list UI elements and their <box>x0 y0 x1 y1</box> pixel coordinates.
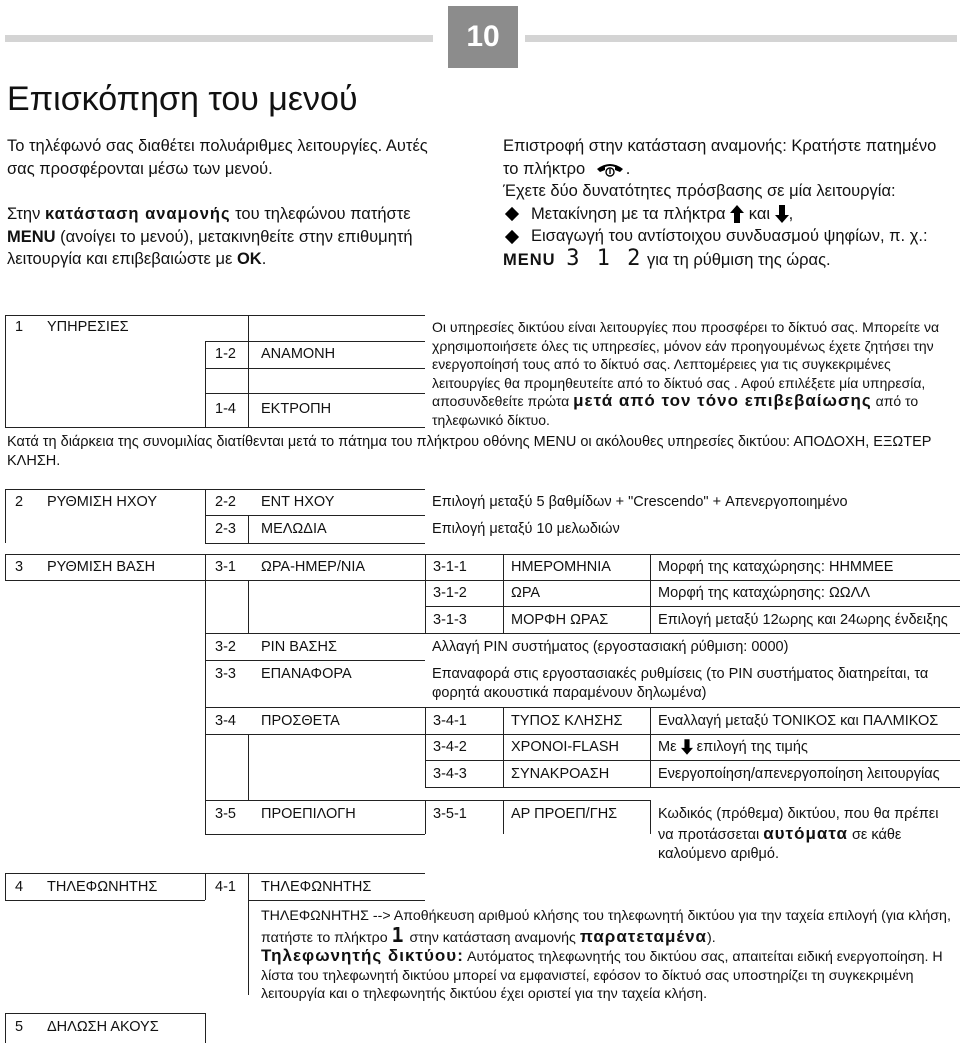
section2-name: ΡΥΘΜΙΣΗ ΗΧΟΥ <box>47 494 158 510</box>
section1-num: 1 <box>15 319 24 335</box>
section4-left-rule <box>5 873 6 900</box>
section3-sub-rule <box>503 707 504 787</box>
menu-code: 2-2 <box>215 494 236 510</box>
section3-sub-rule <box>425 707 426 787</box>
preselect-description <box>658 805 953 864</box>
answering-machine-description <box>261 907 956 1004</box>
access-options-text: Έχετε δύο δυνατότητες πρόσβασης σε μία λειτουργία: <box>503 182 896 200</box>
flash-text: επιλογή της τιμής <box>696 739 808 755</box>
section3-row-rule <box>205 660 425 661</box>
menu-code: 3-5 <box>215 806 236 822</box>
arrow-up-icon <box>730 205 744 223</box>
menu-key-label: MENU <box>503 250 556 269</box>
menu-item-ringer: ΕΝΤ ΗΧΟΥ <box>261 494 335 510</box>
flash-times-description <box>658 738 808 757</box>
section4-header-rule <box>5 900 205 901</box>
section3-sub-row-rule <box>425 580 960 581</box>
ok-key-label: OK <box>236 250 262 268</box>
menu-item-preselect-number: ΑΡ ΠΡΟΕΠ/ΓΗΣ <box>511 806 618 822</box>
section3-row-rule <box>205 580 425 581</box>
menu-item-time: ΩΡΑ <box>511 585 541 601</box>
right-intro: Επιστροφή στην κατάσταση αναμονής: Κρατήστε πατημένο το πλήκτρο . Έχετε δύο δυνατότητες πρόσβασης σε μία λειτουργία: Μετακίνηση με τα πλήκτρα και , Εισαγωγή του αντίστοιχου συνδυασμού ψηφίων, π. χ.: MENU 3 1 2 για τη ρύθμιση της ώρας. <box>503 135 958 271</box>
page-title: Επισκόπηση του μενού <box>7 80 358 118</box>
voicemail-text: ΤΗΛΕΦΩΝΗΤΗΣ --> Αποθήκευση αριθμού κλήσης του τηλεφωνητή δικτύου για την ταχεία επιλογή (για κλήση, πατήστε το πλήκτρο <box>261 908 951 946</box>
section3-sub-row-rule <box>425 633 960 634</box>
menu-code: 3-1-1 <box>433 559 467 575</box>
section5-right-rule <box>205 1013 206 1043</box>
arrow-down-icon <box>681 739 693 755</box>
section4-code-rule <box>205 873 206 900</box>
section1-row-rule <box>205 341 425 342</box>
menu-code: 3-4 <box>215 713 236 729</box>
menu-item-flash-times: XPONOI-FLASH <box>511 739 619 755</box>
section3-sub-rule <box>425 800 426 834</box>
section3-name: ΡΥΘΜΙΣΗ ΒΑΣΗ <box>47 559 156 575</box>
voicemail-text: ). <box>706 929 716 946</box>
base-pin-description: Αλλαγή PIN συστήματος (εργοστασιακή ρύθμιση: 0000) <box>432 639 789 655</box>
confirmation-tone-text: μετά από τον τόνο επιβεβαίωσης <box>573 391 872 410</box>
section3-sub-row-rule <box>425 734 960 735</box>
section3-row-rule <box>205 633 425 634</box>
section3-sub-row-rule <box>425 787 960 788</box>
section2-code-rule <box>205 489 206 543</box>
section2-left-rule <box>5 489 6 543</box>
menu-code: 3-1-3 <box>433 612 467 628</box>
preselect-text: σε κάθε καλούμενο αριθμό. <box>658 827 902 862</box>
bullet-icon <box>505 207 519 221</box>
bullet-digits <box>503 225 958 248</box>
menu-item-base-pin: PIN ΒΑΣΗΣ <box>261 639 337 655</box>
section4-name: ΤΗΛΕΦΩΝΗΤΗΣ <box>47 879 158 895</box>
section3-row-rule <box>205 707 425 708</box>
menu-item-date: ΗΜΕΡΟΜΗΝΙΑ <box>511 559 611 575</box>
menu-key-label: MENU <box>7 227 56 246</box>
section1-code-rule <box>205 341 206 427</box>
key-one-label: 1 <box>391 922 406 947</box>
menu-digits: 3 1 2 <box>566 245 643 271</box>
menu-code: 3-4-1 <box>433 713 467 729</box>
section1-name: ΥΠΗΡΕΣΙΕΣ <box>47 319 129 335</box>
section1-note: Κατά τη διάρκεια της συνομιλίας διατίθενται μετά το πάτημα του πλήκτρου οθόνης MENU οι ακόλουθες υπηρεσίες δικτύου: ΑΠΟΔΟΧΗ, ΕΞΩΤΕΡ ΚΛΗΣΗ. <box>7 434 932 469</box>
section1-top-rule <box>5 315 425 316</box>
time-setting-text: για τη ρύθμιση της ώρας. <box>647 250 831 269</box>
section3-inner-rule <box>248 734 249 800</box>
section3-sub-row-rule <box>425 800 650 801</box>
ringer-description: Επιλογή μεταξύ 5 βαθμίδων + "Crescendo" + Απενεργοποιημένο <box>432 494 848 510</box>
preselect-text: Κωδικός (πρόθεμα) δικτύου, που θα πρέπει να προτάσσεται <box>658 806 939 843</box>
conference-description: Ενεργοποίηση/απενεργοποίηση λειτουργίας <box>658 766 940 782</box>
bullet-navigate: Μετακίνηση με τα πλήκτρα και , <box>503 203 958 226</box>
menu-code: 3-2 <box>215 639 236 655</box>
menu-code: 3-1 <box>215 559 236 575</box>
menu-item-conference: ΣΥΝΑΚΡΟΑΣΗ <box>511 766 610 782</box>
section3-inner-rule <box>248 580 249 633</box>
section4-top-rule <box>5 873 425 874</box>
menu-code: 3-1-2 <box>433 585 467 601</box>
section3-sub-rule <box>650 707 651 787</box>
navigate-text: Μετακίνηση με τα πλήκτρα <box>531 204 726 223</box>
menu-item-reset: ΕΠΑΝΑΦΟΡΑ <box>261 666 352 682</box>
menu-code: 2-3 <box>215 521 236 537</box>
section5-top-rule <box>5 1013 205 1014</box>
menu-item-waiting: ΑΝΑΜΟΝΗ <box>261 346 336 362</box>
section1-left-rule <box>5 315 6 427</box>
section3-row-rule <box>205 800 425 801</box>
melody-description: Επιλογή μεταξύ 10 μελωδιών <box>432 521 620 537</box>
date-format-description: Μορφή της καταχώρησης: ΗΗΜΜΕΕ <box>658 559 894 575</box>
section3-num: 3 <box>15 559 24 575</box>
menu-code: 3-5-1 <box>433 806 467 822</box>
automatically-text: αυτόματα <box>763 824 848 843</box>
intro-text: Στην <box>7 205 45 223</box>
section1-row-rule <box>205 368 425 369</box>
voicemail-text: στην κατάσταση αναμονής <box>405 929 580 946</box>
section3-sub-row-rule <box>425 707 960 708</box>
section2-inner-rule <box>248 515 249 543</box>
menu-item-extras: ΠΡΟΣΘΕΤΑ <box>261 713 340 729</box>
time-format-description: Μορφή της καταχώρησης: ΩΩΛΛ <box>658 585 871 601</box>
menu-item-answering-machine: ΤΗΛΕΦΩΝΗΤΗΣ <box>261 879 372 895</box>
section5-num: 5 <box>15 1019 24 1035</box>
section4-row-rule <box>248 900 425 901</box>
section3-sub-rule <box>425 554 426 634</box>
header-rule-left <box>5 35 433 42</box>
section3-code-rule <box>205 554 206 834</box>
section3-sub-rule <box>650 800 651 834</box>
menu-item-dial-type: ΤΥΠΟΣ ΚΛΗΣΗΣ <box>511 713 623 729</box>
services-text: Αφού επιλέξετε μία υπηρεσία, αποσυνδεθείτε πρώτα <box>432 374 926 409</box>
section1-inner-rule <box>248 315 249 427</box>
section3-sub-rule <box>503 554 504 634</box>
end-call-key-icon <box>594 161 626 177</box>
menu-item-preselection: ΠΡΟΕΠΙΛΟΓΗ <box>261 806 356 822</box>
section2-row-rule <box>205 543 425 544</box>
long-press-text: παρατεταμένα <box>579 926 707 946</box>
menu-code: 3-4-2 <box>433 739 467 755</box>
intro-paragraph-2 <box>7 203 457 271</box>
reset-description: Επαναφορά στις εργοστασιακές ρυθμίσεις (το PIN συστήματος διατηρείται, τα φορητά ακουστικά παραμένουν δηλωμένα) <box>432 666 929 701</box>
time-mode-description: Επιλογή μεταξύ 12ωρης και 24ωρης ένδειξης <box>658 612 948 628</box>
section5-name: ΔΗΛΩΣΗ ΑΚΟΥΣ <box>47 1019 159 1035</box>
arrow-down-icon <box>775 205 789 223</box>
section3-left-rule <box>5 554 6 580</box>
section1-bottom-rule <box>5 427 425 428</box>
standby-return-text: Επιστροφή στην κατάσταση αναμονής: Κρατήστε πατημένο <box>503 137 937 155</box>
page-number-badge: 10 <box>448 6 518 68</box>
services-text: από το τηλεφωνικό δίκτυο. <box>432 393 919 428</box>
bullet-icon <box>505 230 519 244</box>
voicemail-text: Αυτόματος τηλεφωνητής του δικτύου σας, απαιτείται ειδική ενεργοποίηση. Η λίστα του τηλεφωνητή δικτύου μπορεί να εμφανιστεί, εφόσον το δίκτυό σας υποστηρίζει τη συγκεκριμένη λειτουργία και ο τηλεφωνητής δικτύου έχει οριστεί για την ταχεία κλήση. <box>261 949 943 1002</box>
intro-text: (ανοίγει το μενού), μετακινηθείτε στην επιθυμητή λειτουργία και επιβεβαιώστε με <box>7 227 413 268</box>
section3-sub-rule <box>650 554 651 634</box>
digits-text: Εισαγωγή του αντίστοιχου συνδυασμού ψηφίων, π. χ.: <box>531 227 928 245</box>
services-text: Οι υπηρεσίες δικτύου είναι λειτουργίες που προσφέρει το δίκτυό σας. Μπορείτε να χρησιμοποιήσετε όλες τις υπηρεσίες, μόνον εάν προηγουμένως έχετε ζητήσει την ενεργοποίησή τους από το δίκτυό σας. Λεπτομέρειες για τις συγκεκριμένες λειτουργίες θα προμηθευτείτε από το δίκτυό σας . <box>432 319 940 391</box>
section5-left-rule <box>5 1013 6 1043</box>
section4-inner-rule <box>248 873 249 995</box>
section3-header-rule <box>5 580 205 581</box>
menu-item-forward: ΕΚΤΡΟΠΗ <box>261 401 332 417</box>
network-mailbox-term: Τηλεφωνητής δικτύου: <box>261 946 464 965</box>
menu-item-melody: ΜΕΛΩΔΙΑ <box>261 521 327 537</box>
section3-sub-rule <box>503 800 504 834</box>
section3-top-rule <box>5 554 960 555</box>
intro-paragraph-1: Το τηλέφωνό σας διαθέτει πολυάριθμες λειτουργίες. Αυτές σας προσφέρονται μέσω των μενού. <box>7 137 428 178</box>
section3-row-rule <box>205 734 425 735</box>
header-rule-right <box>525 35 957 42</box>
menu-code: 3-3 <box>215 666 236 682</box>
and-text: και <box>748 204 771 223</box>
section3-row-rule <box>205 834 425 835</box>
section2-top-rule <box>5 489 425 490</box>
menu-code: 3-4-3 <box>433 766 467 782</box>
section3-sub-row-rule <box>425 760 960 761</box>
flash-text: Με <box>658 739 677 755</box>
section2-row-rule <box>205 515 425 516</box>
section4-num: 4 <box>15 879 24 895</box>
section2-num: 2 <box>15 494 24 510</box>
intro-text: του τηλεφώνου πατήστε <box>230 205 411 223</box>
menu-code: 1-4 <box>215 401 236 417</box>
dial-type-description: Εναλλαγή μεταξύ ΤΟΝΙΚΟΣ και ΠΑΛΜΙΚΟΣ <box>658 713 939 729</box>
menu-item-time-mode: ΜΟΡΦΗ ΩΡΑΣ <box>511 612 609 628</box>
key-text: το πλήκτρο <box>503 159 586 178</box>
intro-text: . <box>261 250 267 268</box>
menu-code: 4-1 <box>215 879 236 895</box>
menu-code: 1-2 <box>215 346 236 362</box>
standby-term: κατάσταση αναμονής <box>44 205 231 223</box>
section3-sub-row-rule <box>425 606 960 607</box>
section1-description <box>432 318 957 429</box>
section1-row-rule <box>205 393 425 394</box>
menu-item-time-date: ΩΡΑ-ΗΜΕΡ/ΝΙΑ <box>261 559 366 575</box>
